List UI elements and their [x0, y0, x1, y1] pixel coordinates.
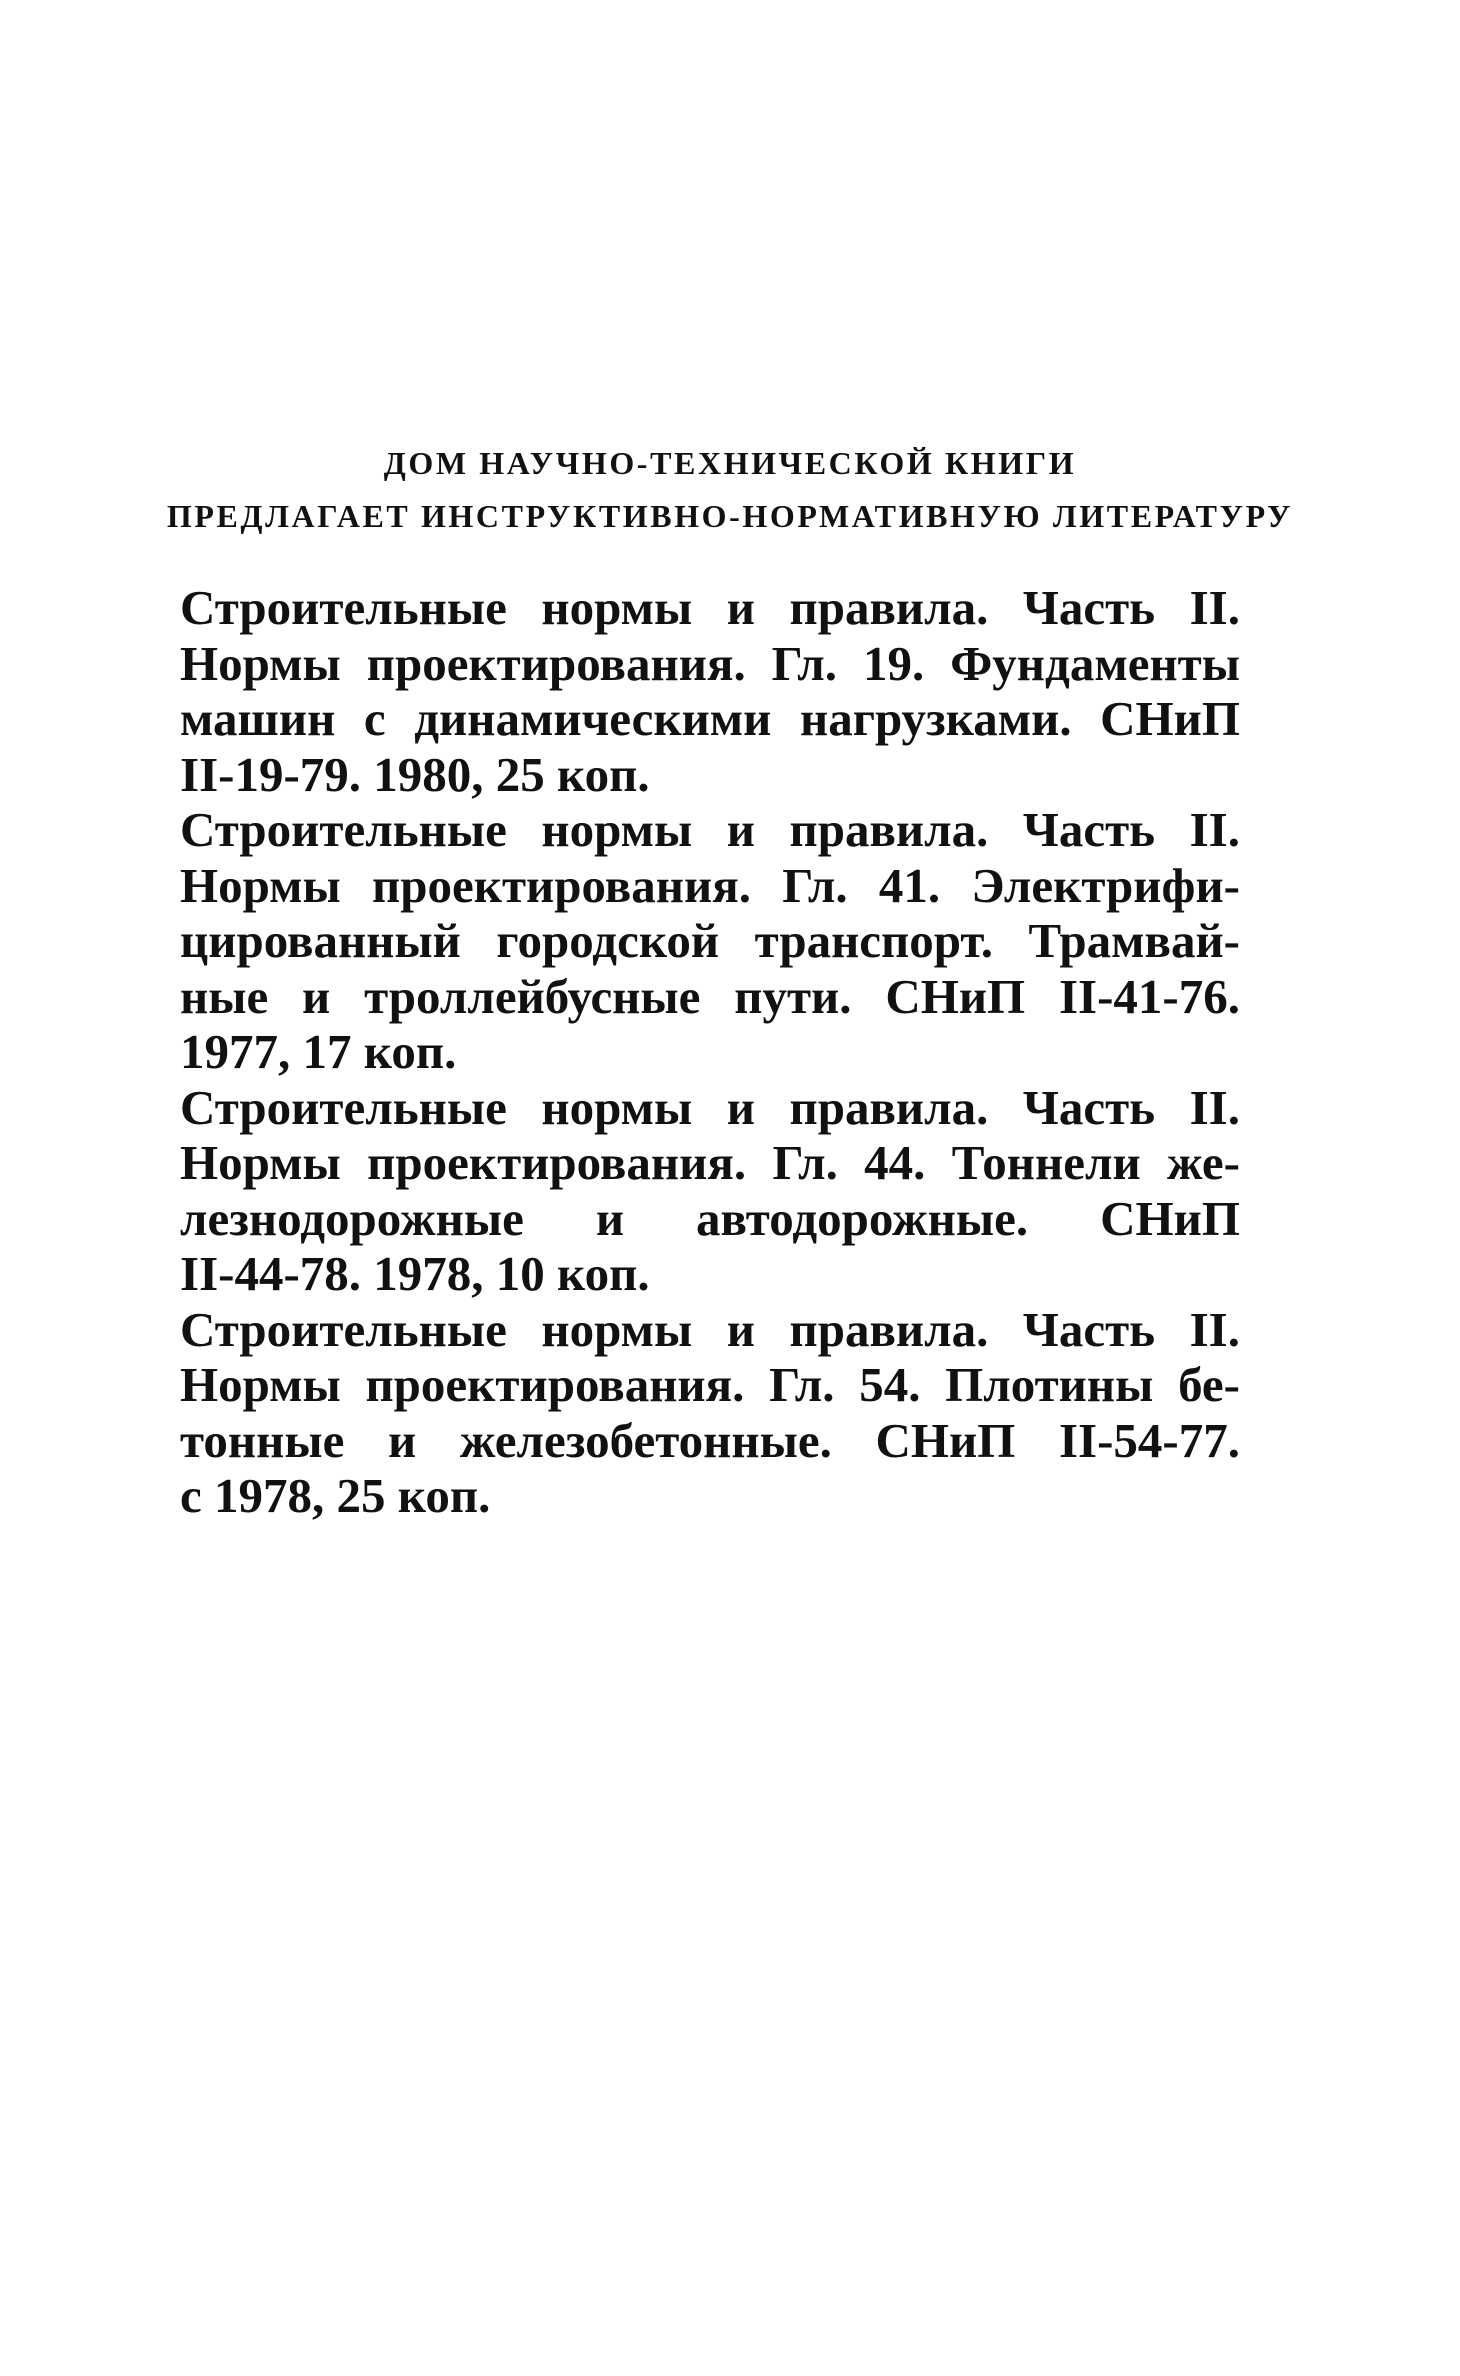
entry-line: лезнодорожные и автодорожные. СНиП [180, 1190, 1240, 1246]
list-item [180, 580, 1240, 802]
entry-line: Нормы проектирования. Гл. 44. Тоннели же- [180, 1135, 1240, 1190]
entry-line: II-44-78. 1978, 10 коп. [180, 1246, 650, 1301]
entry-line: Строительные нормы и правила. Часть II. [180, 580, 1240, 635]
entry-line: тонные и железобетонные. СНиП II-54-77. [180, 1412, 1240, 1468]
list-item [180, 802, 1240, 1080]
list-item [180, 1080, 1240, 1302]
entry-line: с 1978, 25 коп. [180, 1468, 491, 1523]
catalog-subheading: ПРЕДЛАГАЕТ ИНСТРУКТИВНО-НОРМАТИВНУЮ ЛИТЕРАТУРУ [166, 498, 1294, 534]
entry-line: II-19-79. 1980, 25 коп. [180, 746, 650, 802]
entry-line: Строительные нормы и правила. Часть II. [180, 1079, 1240, 1135]
entry-line: 1977, 17 коп. [180, 1024, 457, 1079]
list-item [180, 1302, 1240, 1524]
entry-line: Нормы проектирования. Гл. 19. Фундаменты [180, 635, 1240, 691]
entry-line: Строительные нормы и правила. Часть II. [180, 1301, 1240, 1357]
entry-line: Нормы проектирования. Гл. 41. Электрифи- [180, 857, 1240, 913]
entry-line: Строительные нормы и правила. Часть II. [180, 802, 1240, 857]
entry-line: ные и троллейбусные пути. СНиП II-41-76. [180, 968, 1240, 1024]
literature-list [180, 580, 1240, 1524]
entry-line: цированный городской транспорт. Трамвай- [180, 913, 1240, 968]
publisher-heading: ДОМ НАУЧНО-ТЕХНИЧЕСКОЙ КНИГИ [383, 445, 1077, 481]
entry-line: машин с динамическими нагрузками. СНиП [180, 691, 1240, 746]
entry-line: Нормы проектирования. Гл. 54. Плотины бе- [180, 1357, 1240, 1412]
